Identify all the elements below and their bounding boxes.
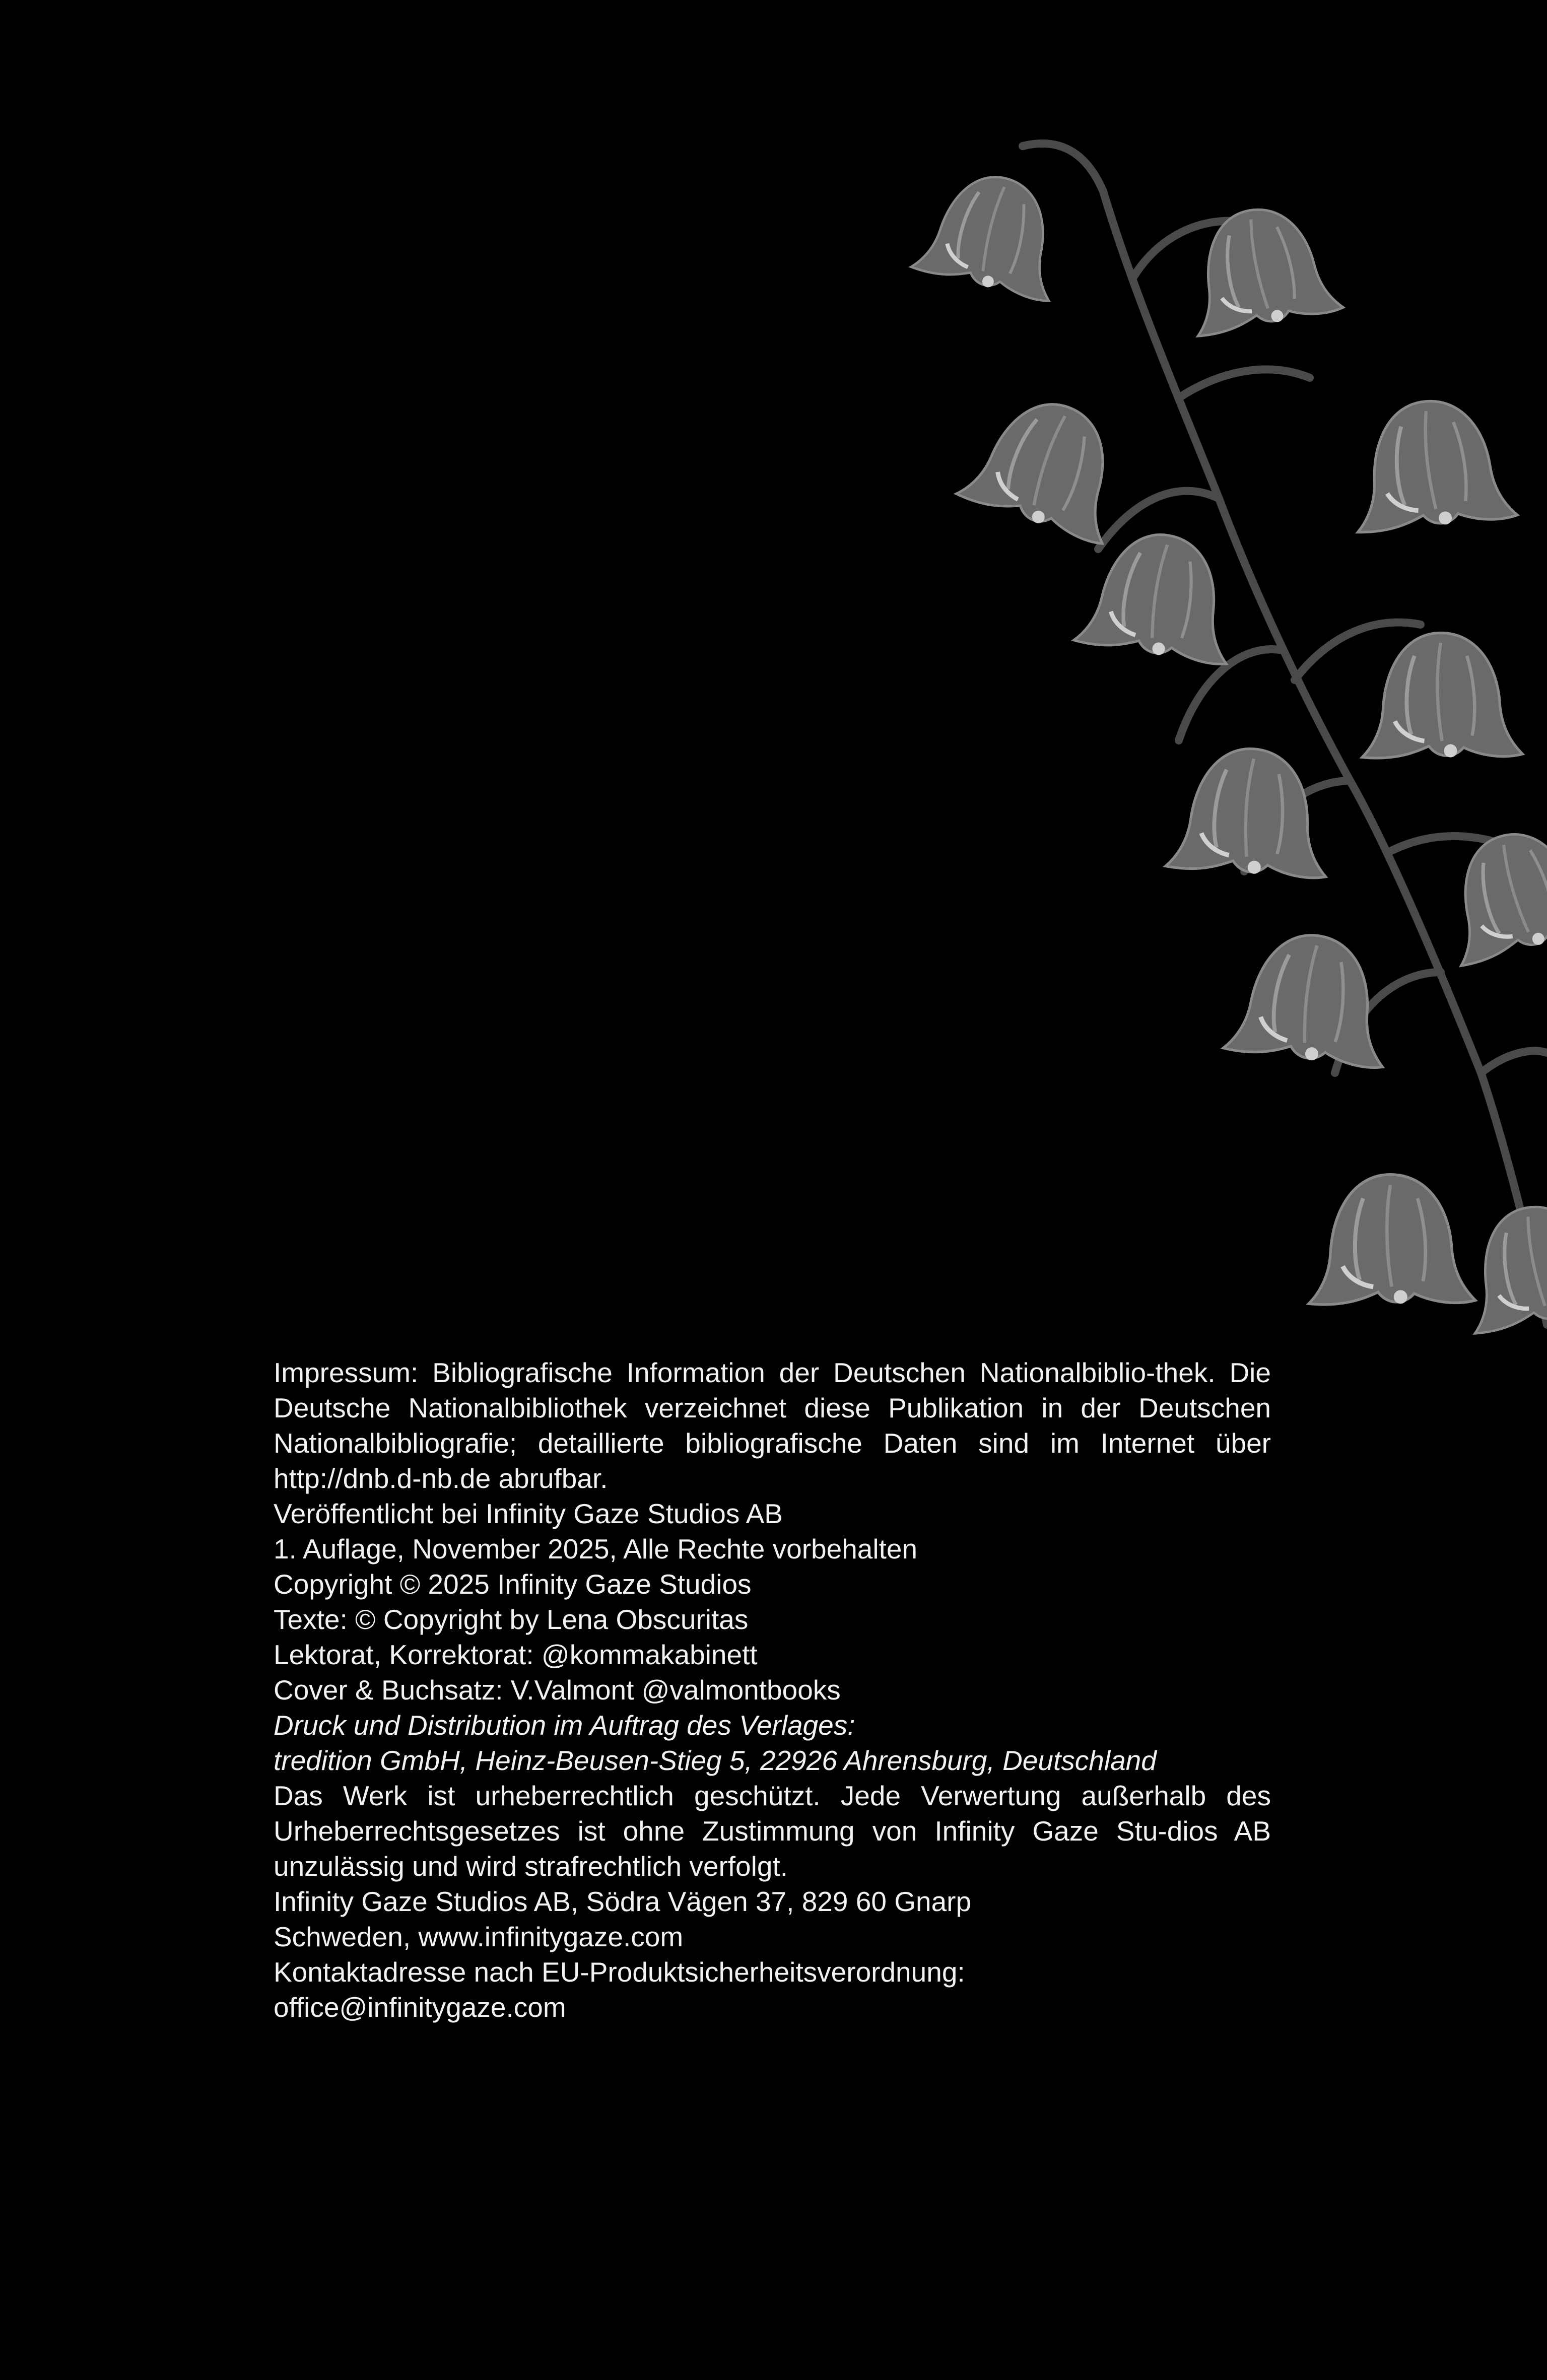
- edition-line: 1. Auflage, November 2025, Alle Rechte vorbehalten: [274, 1533, 918, 1565]
- cover-credit: Cover & Buchsatz: V.Valmont @valmontbooks: [274, 1674, 841, 1706]
- imprint-text: [274, 1355, 1271, 2025]
- printer-address: tredition GmbH, Heinz-Beusen-Stieg 5, 22926 Ahrensburg, Deutschland: [274, 1745, 1157, 1776]
- print-label: Druck und Distribution im Auftrag des Verlages:: [274, 1710, 855, 1741]
- published-by: Veröffentlicht bei Infinity Gaze Studios AB: [274, 1498, 783, 1529]
- contact-label: Kontaktadresse nach EU-Produktsicherheitsverordnung:: [274, 1956, 965, 1988]
- publisher-address: Infinity Gaze Studios AB, Södra Vägen 37, 829 60 Gnarp: [274, 1886, 972, 1917]
- dnb-notice: Impressum: Bibliografische Information der Deutschen Nationalbiblio-thek. Die Deutsche Nationalbibliothek verzeichnet diese Publikation in der Deutschen Nationalbibliografie; detaillierte bibliografische Daten sind im Internet über http://dnb.d-nb.de abrufbar.: [274, 1357, 1271, 1494]
- contact-email: office@infinitygaze.com: [274, 1992, 566, 2023]
- rights-notice: Das Werk ist urheberrechtlich geschützt. Jede Verwertung außerhalb des Urheberrechtsgesetzes ist ohne Zustimmung von Infinity Gaze Stu-dios AB unzulässig und wird strafrechtlich verfolgt.: [274, 1780, 1271, 1882]
- editing-credit: Lektorat, Korrektorat: @kommakabinett: [274, 1639, 758, 1670]
- copyright-line: Copyright © 2025 Infinity Gaze Studios: [274, 1569, 752, 1600]
- bellflower-illustration-icon: [897, 116, 1547, 1405]
- texts-credit: Texte: © Copyright by Lena Obscuritas: [274, 1604, 749, 1635]
- publisher-country-web: Schweden, www.infinitygaze.com: [274, 1921, 684, 1952]
